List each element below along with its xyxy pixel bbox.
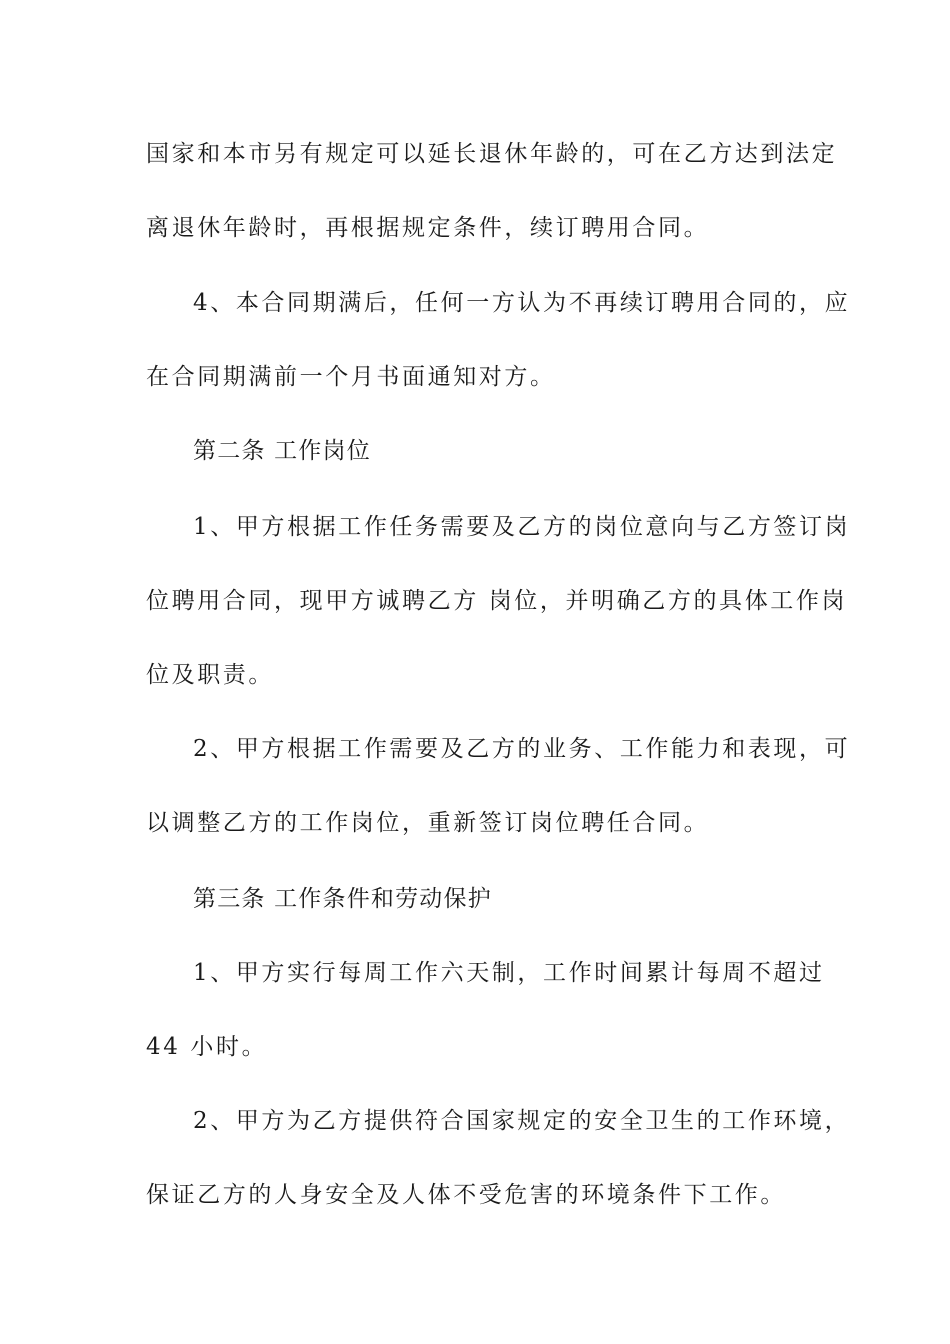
text-line: 4、本合同期满后，任何一方认为不再续订聘用合同的，应 [193,290,851,316]
text-line: 位及职责。 [146,662,274,688]
text-line: 离退休年龄时，再根据规定条件，续订聘用合同。 [146,215,710,241]
text-line: 1、甲方实行每周工作六天制，工作时间累计每周不超过 [193,960,825,986]
section-heading: 第二条 工作岗位 [193,438,371,464]
text-line: 1、甲方根据工作任务需要及乙方的岗位意向与乙方签订岗 [193,514,851,540]
text-line: 2、甲方为乙方提供符合国家规定的安全卫生的工作环境， [193,1108,851,1134]
text-line: 在合同期满前一个月书面通知对方。 [146,364,556,390]
text-line: 2、甲方根据工作需要及乙方的业务、工作能力和表现，可 [193,736,851,762]
text-line: 44 小时。 [146,1034,268,1060]
text-line: 国家和本市另有规定可以延长退休年龄的，可在乙方达到法定 [146,141,838,167]
text-line: 保证乙方的人身安全及人体不受危害的环境条件下工作。 [146,1182,786,1208]
text-line: 位聘用合同，现甲方诚聘乙方 岗位，并明确乙方的具体工作岗 [146,588,848,614]
section-heading: 第三条 工作条件和劳动保护 [193,886,492,912]
text-line: 以调整乙方的工作岗位，重新签订岗位聘任合同。 [146,810,710,836]
